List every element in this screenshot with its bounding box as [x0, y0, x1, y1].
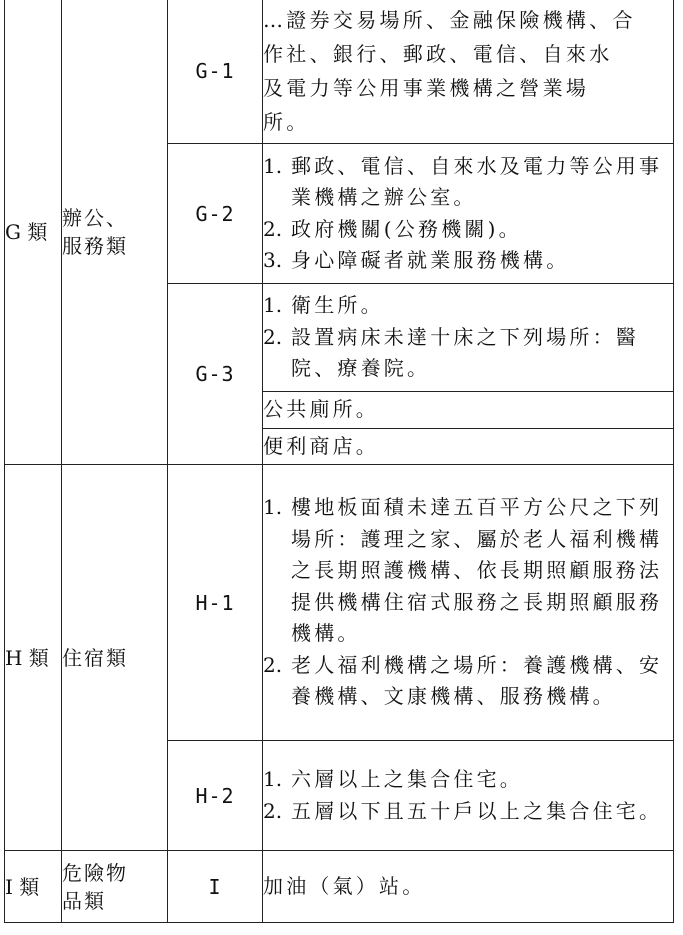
group-label-text: H 類	[5, 645, 49, 670]
group-label-i	[5, 851, 62, 923]
group-label-text: I 類	[5, 874, 40, 899]
item-number: 1.	[263, 767, 283, 791]
item-text: 樓地板面積未達五百平方公尺之下列場所：護理之家、屬於老人福利機構之長期照護機構、依長期照顧服務法提供機構住宿式服務之長期照顧服務機構。	[291, 495, 663, 646]
desc-line: 所。	[263, 110, 310, 134]
list-item	[263, 151, 673, 214]
desc-g2	[263, 144, 674, 284]
desc-g1	[263, 0, 674, 144]
group-label-text: G 類	[5, 219, 48, 244]
group-sub-line: 服務類	[62, 233, 128, 258]
item-number: 2.	[263, 216, 283, 241]
item-text: 六層以上之集合住宅。	[291, 767, 523, 791]
item-number: 3.	[263, 248, 283, 272]
group-sub-h: 住宿類	[62, 465, 168, 851]
item-text: 身心障礙者就業服務機構。	[291, 248, 570, 272]
list-item	[263, 245, 673, 277]
item-number: 2.	[263, 798, 283, 823]
list-item	[263, 214, 673, 246]
item-text: 設置病床未達十床之下列場所：醫院、療養院。	[291, 324, 639, 381]
item-text: 郵政、電信、自來水及電力等公用事業機構之辦公室。	[291, 153, 663, 209]
desc-line: …證券交易場所、金融保險機構、合	[263, 8, 636, 32]
group-label-h	[5, 465, 62, 851]
list-item	[263, 650, 673, 713]
desc-line: 作社、銀行、郵政、電信、自來水	[263, 42, 613, 66]
code-h2: H-2	[168, 741, 263, 851]
item-number: 1.	[263, 495, 283, 520]
group-sub-line: 辦公、	[62, 205, 128, 230]
item-number: 2.	[263, 324, 283, 349]
list-item	[263, 764, 673, 796]
item-number: 1.	[263, 153, 283, 178]
code-g2: G-2	[168, 144, 263, 284]
desc-i: 加油（氣）站。	[263, 851, 674, 923]
table-row-i	[5, 851, 674, 923]
desc-h1	[263, 465, 674, 741]
list-item	[263, 492, 673, 650]
item-number: 1.	[263, 293, 283, 318]
group-sub-i	[62, 851, 168, 923]
code-g3: G-3	[168, 284, 263, 465]
list-item	[263, 796, 673, 828]
list-item	[263, 322, 673, 385]
desc-g3	[263, 284, 674, 392]
item-text: 五層以下且五十戶以上之集合住宅。	[291, 798, 663, 823]
item-number: 2.	[263, 652, 283, 677]
table-row-h1	[5, 465, 674, 741]
desc-line: 及電力等公用事業機構之營業場	[263, 76, 590, 100]
table-row-g1	[5, 0, 674, 144]
desc-g3-extra2: 便利商店。	[263, 429, 674, 465]
classification-table	[4, 0, 674, 923]
item-text: 衛生所。	[291, 293, 384, 318]
desc-g3-extra1: 公共廁所。	[263, 392, 674, 429]
code-i: I	[168, 851, 263, 923]
group-sub-line: 品類	[62, 888, 106, 913]
group-label-g	[5, 0, 62, 465]
code-h1: H-1	[168, 465, 263, 741]
list-item	[263, 290, 673, 322]
desc-h2	[263, 741, 674, 851]
group-sub-g	[62, 0, 168, 465]
group-sub-line: 危險物	[62, 860, 128, 885]
item-text: 老人福利機構之場所：養護機構、安養機構、文康機構、服務機構。	[291, 652, 663, 709]
code-g1: G-1	[168, 0, 263, 144]
item-text: 政府機關(公務機關)。	[291, 216, 522, 241]
